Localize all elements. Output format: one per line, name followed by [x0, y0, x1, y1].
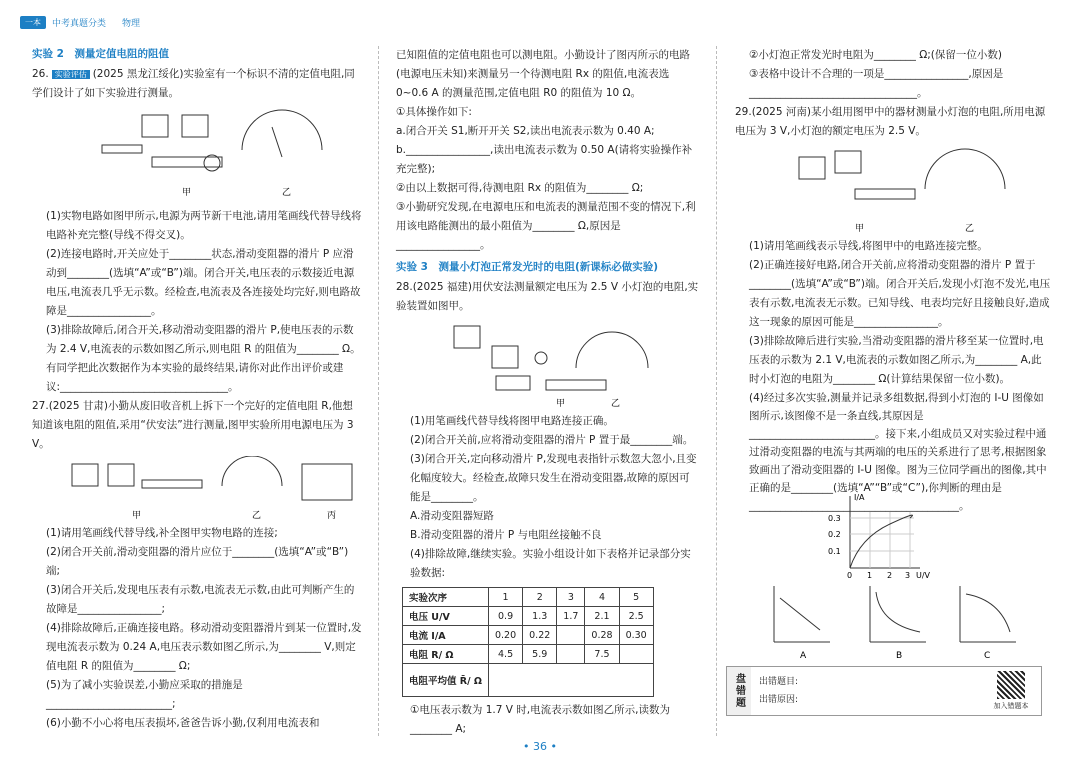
paragraph: ①具体操作如下: — [396, 106, 472, 118]
question-28-2: (2)闭合开关前,应将滑动变阻器的滑片 P 置于最________端。 — [410, 434, 694, 446]
section-title: 实验 2 测量定值电阻的阻值 — [32, 48, 169, 60]
question-28-5: ①电压表示数为 1.7 V 时,电流表示数如图乙所示,读数为________ A; — [410, 704, 670, 735]
figure-26 — [32, 105, 362, 205]
svg-text:0: 0 — [847, 571, 853, 580]
column-divider — [716, 46, 717, 736]
question-28-6: ②小灯泡正常发光时电阻为________ Ω;(保留一位小数) — [749, 49, 1003, 61]
fig-label: 甲 — [182, 188, 192, 198]
question-29-4: (4)经过多次实验,测量并记录多组数据,得到小灯泡的 I-U 图像如图所示,该图像不是一条直线,其原因是________________________。接下来,小组成员又对实验过程中通过滑动变阻器的电流与其两端的电压的关系进行了思考,根据图象致画出了滑动变阻器的 I-U 图像。图为三位同学画出的图像,其中正确的是________(选填“A”“B”或“C”),你判断的理由是________________________________________。 — [749, 392, 1047, 512]
column-1 — [32, 46, 362, 733]
tag-badge: 实验评估 — [52, 70, 90, 79]
fig-label: 乙 — [611, 399, 621, 409]
column-2 — [396, 46, 700, 739]
page-header — [20, 14, 140, 30]
paragraph: ②由以上数据可得,待测电阻 Rx 的阻值为________ Ω; — [396, 182, 644, 194]
column-divider — [378, 46, 379, 736]
data-table: 实验次序 1 2 3 4 5 电压 U/V 0.9 1.3 1.7 2.1 2.5 电流 I/A 0.20 0.22 0.28 0.30 电阻 R/ Ω 4.5 5.9 7.5 电阻平均值 R̄/ Ω — [402, 587, 654, 697]
svg-text:I/A: I/A — [854, 493, 865, 502]
question-28: 28.(2025 福建)用伏安法测量额定电压为 2.5 V 小灯泡的电阻,实验装置如图甲。 — [396, 281, 699, 312]
error-reason-line[interactable]: 出错原因: — [759, 695, 799, 705]
question-27-2: (2)闭合开关前,滑动变阻器的滑片应位于________(选填“A”或“B”)端; — [46, 546, 349, 577]
fig-label: 乙 — [282, 188, 292, 198]
svg-text:0.3: 0.3 — [828, 514, 841, 523]
question-26: 26. 实验评估 (2025 黑龙江绥化)实验室有一个标识不清的定值电阻,同学们设计了如下实验进行测量。 — [32, 68, 355, 99]
option: A.滑动变阻器短路 — [410, 510, 494, 522]
question-29: 29.(2025 河南)某小组用图甲中的器材测量小灯泡的电阻,所用电源电压为 3 V,小灯泡的额定电压为 2.5 V。 — [735, 106, 1046, 137]
figure-29 — [735, 143, 1051, 235]
question-27-4: (4)排除故障后,正确连接电路。移动滑动变阻器滑片到某一位置时,发现电流表示数为 0.24 A,电压表示数如图乙所示,为________ V,则定值电阻 R 的阻值为________ Ω; — [46, 622, 362, 672]
fig-label: 甲 — [556, 399, 566, 409]
section-title: 实验 3 测量小灯泡正常发光时的电阻(新课标必做实验) — [396, 261, 659, 273]
graph-label: A — [800, 651, 807, 661]
abc-graphs — [760, 580, 1040, 662]
error-question-line[interactable]: 出错题目: — [759, 677, 799, 687]
question-28-4: (4)排除故障,继续实验。实验小组设计如下表格并记录部分实验数据: — [410, 548, 691, 579]
question-27-6: (6)小勤不小心将电压表损坏,爸爸告诉小勤,仅利用电流表和 — [46, 717, 320, 729]
paragraph: b.________________,读出电流表示数为 0.50 A(请将实验操作补充完整); — [396, 144, 693, 175]
question-26-3: (3)排除故障后,闭合开关,移动滑动变阻器的滑片 P,使电压表的示数为 2.4 V,电流表的示数如图乙所示,则电阻 R 的阻值为________ Ω。有同学把此次数据作为本实验的最终结果,请你对此作出评价或建议:________________________________。 — [46, 324, 361, 393]
svg-text:0.2: 0.2 — [828, 530, 841, 539]
circuit-diagram — [735, 143, 1051, 235]
iu-graph — [820, 490, 930, 580]
question-27-3: (3)闭合开关后,发现电压表有示数,电流表无示数,由此可判断产生的故障是________________; — [46, 584, 355, 615]
option: B.滑动变阻器的滑片 P 与电阻丝接触不良 — [410, 529, 602, 541]
question-29-3: (3)排除故障后进行实验,当滑动变阻器的滑片移至某一位置时,电压表的示数为 2.1 V,电流表的示数如图乙所示,为________ A,此时小灯泡的电阻为________ Ω(计算结果保留一位小数)。 — [749, 335, 1044, 385]
question-29-1: (1)请用笔画线表示导线,将图甲中的电路连接完整。 — [749, 240, 988, 252]
error-review-box — [726, 666, 1042, 716]
svg-text:2: 2 — [887, 571, 893, 580]
circuit-diagram — [32, 456, 362, 522]
question-26-2: (2)连接电路时,开关应处于________状态,滑动变阻器的滑片 P 应滑动到________(选填“A”或“B”)端。闭合开关,电压表的示数接近电源电压,电流表几乎无示数。经检查,电流表及各连接处均完好,则电路故障是________________。 — [46, 248, 361, 317]
svg-text:3: 3 — [905, 571, 911, 580]
series-title: 中考真题分类 — [52, 18, 107, 29]
fig-label: 乙 — [965, 224, 975, 234]
circuit-diagram — [396, 318, 700, 410]
page-number: • 36 • — [523, 740, 557, 753]
question-28-7: ③表格中设计不合理的一项是________________,原因是________________________________。 — [749, 68, 1004, 99]
paragraph: 已知阻值的定值电阻也可以测电阻。小勤设计了图丙所示的电路(电源电压未知)来测量另一个待测电阻 Rx 的阻值,电流表选 0~0.6 A 的测量范围,定值电阻 R0 的阻值为 10 Ω。 — [396, 49, 690, 99]
subject-label: 物理 — [122, 18, 141, 29]
figure-27 — [32, 456, 362, 522]
error-tag: 盘错题 — [727, 667, 751, 715]
question-27: 27.(2025 甘肃)小勤从废旧收音机上拆下一个完好的定值电阻 R,他想知道该电阻的阻值,采用“伏安法”进行测量,图甲实验所用电源电压为 3 V。 — [32, 400, 354, 450]
question-29-2: (2)正确连接好电路,闭合开关前,应将滑动变阻器的滑片 P 置于________(选填“A”或“B”)端。闭合开关后,发现小灯泡不发光,电压表有示数,电流表无示数。已知导线、电表均完好且接触良好,造成这一现象的原因可能是________________。 — [749, 259, 1051, 328]
fig-label: 乙 — [252, 511, 262, 521]
question-26-1: (1)实物电路如图甲所示,电源为两节新干电池,请用笔画线代替导线将电路补充完整(导线不得交叉)。 — [46, 210, 362, 241]
question-28-3: (3)闭合开关,定向移动滑片 P,发现电表指针示数忽大忽小,且变化幅度较大。经检查,故障只发生在滑动变阻器,故障的原因可能是________。 — [410, 453, 697, 503]
paragraph: ③小勤研究发现,在电源电压和电流表的测量范围不变的情况下,利用该电路能测出的最小阻值为________ Ω,原因是________________。 — [396, 201, 696, 251]
graph-label: C — [984, 651, 991, 661]
figure-28 — [396, 318, 700, 410]
series-logo: 一本 — [20, 16, 46, 29]
question-27-5: (5)为了减小实验误差,小勤应采取的措施是________________________; — [46, 679, 243, 710]
svg-text:U/V: U/V — [916, 571, 930, 580]
svg-text:0.1: 0.1 — [828, 547, 841, 556]
circuit-diagram — [32, 105, 362, 205]
svg-text:1: 1 — [867, 571, 873, 580]
column-3 — [735, 46, 1051, 515]
graph-label: B — [896, 651, 903, 661]
question-28-1: (1)用笔画线代替导线将图甲电路连接正确。 — [410, 415, 614, 427]
fig-label: 丙 — [327, 511, 337, 521]
qr-code-icon[interactable] — [997, 671, 1025, 699]
paragraph: a.闭合开关 S1,断开开关 S2,读出电流表示数为 0.40 A; — [396, 125, 655, 137]
fig-label: 甲 — [132, 511, 142, 521]
fig-label: 甲 — [855, 224, 865, 234]
question-27-1: (1)请用笔画线代替导线,补全图甲实物电路的连接; — [46, 527, 278, 539]
qr-code-area[interactable]: 加入错题本 — [981, 667, 1041, 715]
